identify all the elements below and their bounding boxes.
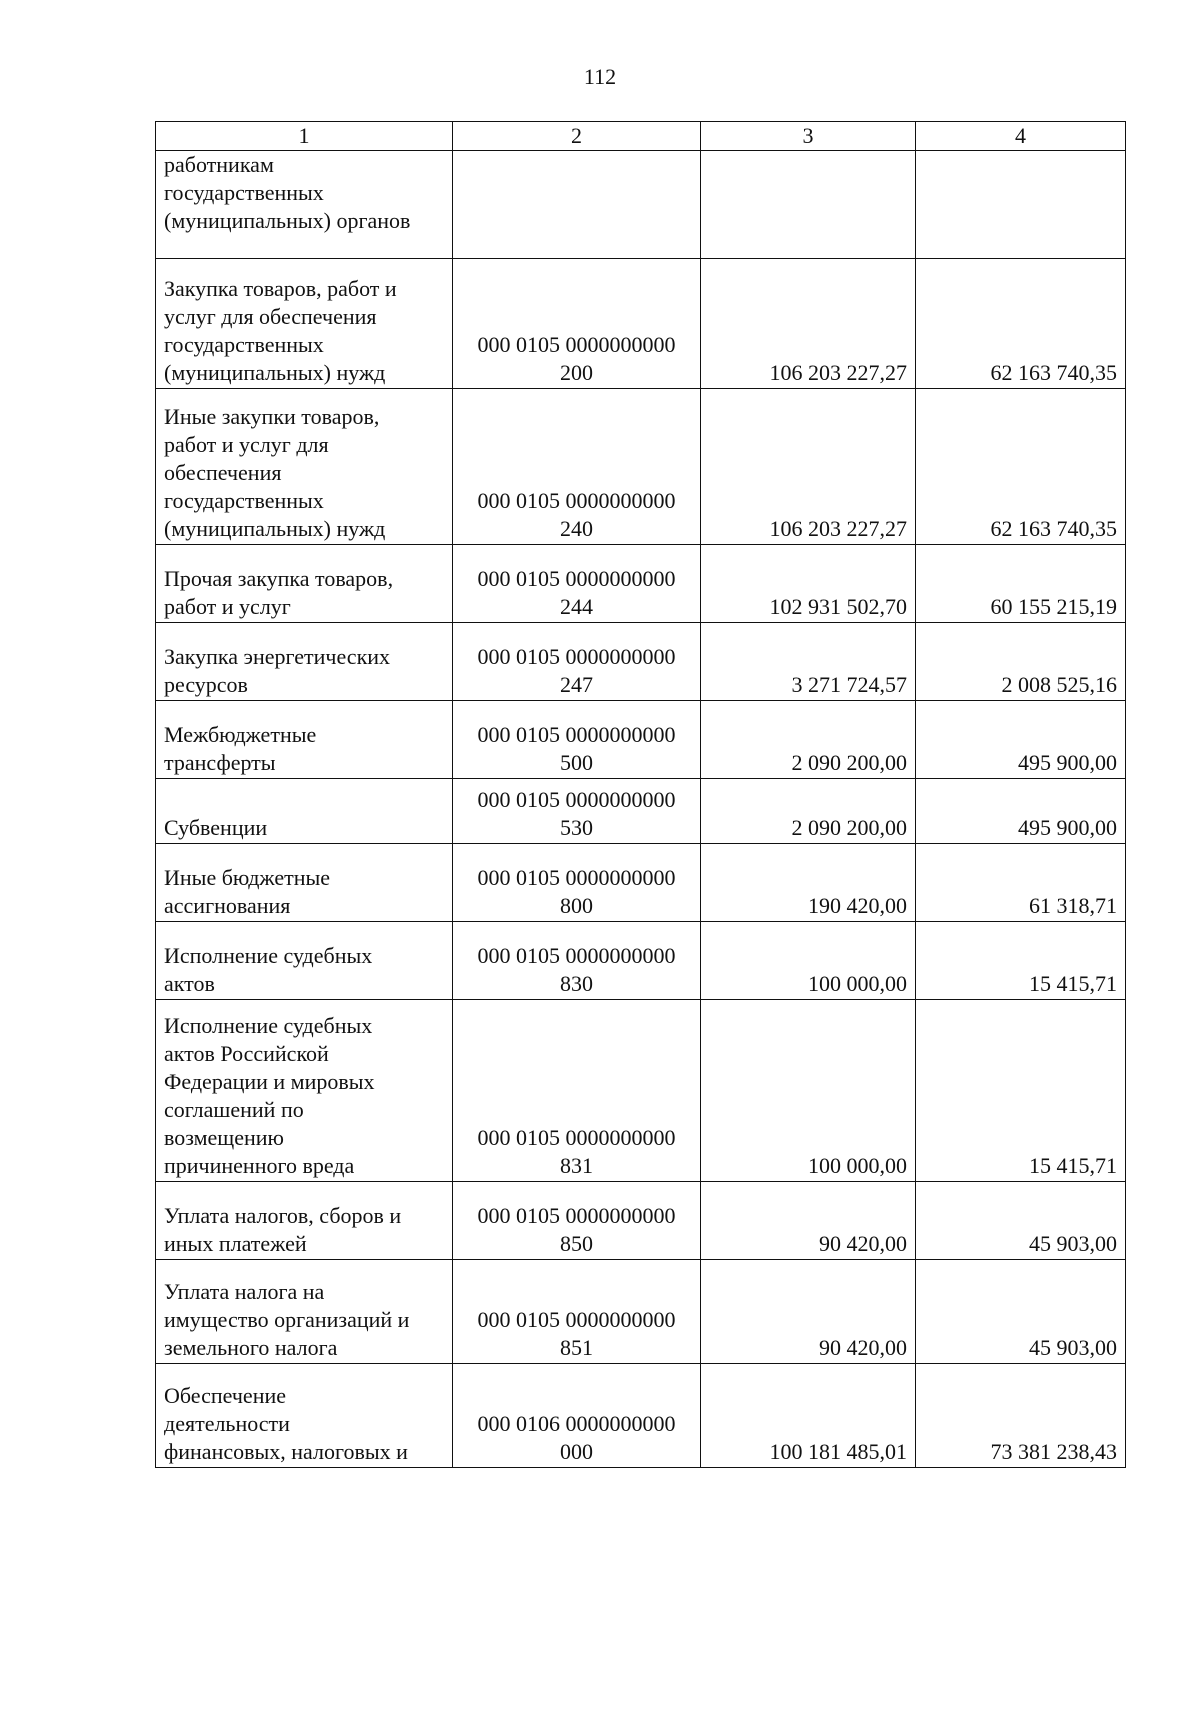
row-code-line: 244 <box>560 594 593 619</box>
row-code-line: 000 0105 0000000000 <box>477 722 676 747</box>
column-header-1: 1 <box>156 122 453 151</box>
row-name-line: Федерации и мировых <box>164 1069 375 1094</box>
row-code-line: 500 <box>560 750 593 775</box>
row-value-col3: 3 271 724,57 <box>701 623 916 701</box>
row-name-line: возмещению <box>164 1125 284 1150</box>
row-name-line: Закупка товаров, работ и <box>164 276 397 301</box>
row-code-cell <box>453 623 701 701</box>
row-name-cell <box>156 1182 453 1260</box>
row-value-col4: 495 900,00 <box>916 779 1126 844</box>
row-value-col4: 2 008 525,16 <box>916 623 1126 701</box>
row-code-line: 000 0105 0000000000 <box>477 566 676 591</box>
row-code-line: 850 <box>560 1231 593 1256</box>
row-code-cell <box>453 1000 701 1182</box>
row-value-col3: 106 203 227,27 <box>701 259 916 389</box>
row-code-line: 000 0105 0000000000 <box>477 865 676 890</box>
row-code-line: 000 0105 0000000000 <box>477 1307 676 1332</box>
row-value-col3: 102 931 502,70 <box>701 545 916 623</box>
table-row <box>156 545 1126 623</box>
page-number: 112 <box>583 64 617 89</box>
row-value-col4: 495 900,00 <box>916 701 1126 779</box>
row-value-col3: 100 000,00 <box>701 1000 916 1182</box>
row-name-cell <box>156 151 453 259</box>
row-value-col4: 60 155 215,19 <box>916 545 1126 623</box>
row-name-line: услуг для обеспечения <box>164 304 377 329</box>
column-header-3: 3 <box>701 122 916 151</box>
row-value-col4: 45 903,00 <box>916 1182 1126 1260</box>
row-code-cell <box>453 389 701 545</box>
row-name-line: Закупка энергетических <box>164 644 391 669</box>
row-code-cell <box>453 1260 701 1364</box>
row-value-col3: 2 090 200,00 <box>701 701 916 779</box>
row-code-line: 830 <box>560 971 593 996</box>
row-name-cell <box>156 844 453 922</box>
row-code-cell <box>453 259 701 389</box>
row-value-col4: 62 163 740,35 <box>916 389 1126 545</box>
row-name-line: Уплата налога на <box>164 1279 325 1304</box>
row-name-line: Прочая закупка товаров, <box>164 566 394 591</box>
row-name-line: иных платежей <box>164 1231 307 1256</box>
row-name-line: Иные закупки товаров, <box>164 404 380 429</box>
row-name-line: Уплата налогов, сборов и <box>164 1203 402 1228</box>
table-row <box>156 1182 1126 1260</box>
row-code-line: 530 <box>560 815 593 840</box>
row-value-col3: 106 203 227,27 <box>701 389 916 545</box>
row-name-line: актов <box>164 971 215 996</box>
row-code-line: 000 <box>560 1439 593 1464</box>
table-row <box>156 1000 1126 1182</box>
row-name-cell <box>156 1000 453 1182</box>
row-value-col3: 190 420,00 <box>701 844 916 922</box>
row-value-col3: 90 420,00 <box>701 1260 916 1364</box>
table-row <box>156 389 1126 545</box>
row-value-col4: 61 318,71 <box>916 844 1126 922</box>
row-name-line: Субвенции <box>164 815 268 840</box>
row-name-line: государственных <box>164 488 324 513</box>
table-row <box>156 259 1126 389</box>
budget-table-body <box>156 122 1126 1468</box>
row-code-cell <box>453 1182 701 1260</box>
row-name-line: деятельности <box>164 1411 290 1436</box>
row-name-line: обеспечения <box>164 460 282 485</box>
row-name-line: трансферты <box>164 750 276 775</box>
row-name-line: финансовых, налоговых и <box>164 1439 408 1464</box>
row-name-line: ассигнования <box>164 893 291 918</box>
row-code-cell <box>453 545 701 623</box>
table-row <box>156 151 1126 259</box>
budget-table <box>155 121 1126 1468</box>
row-code-line: 240 <box>560 516 593 541</box>
row-name-line: работ и услуг <box>164 594 291 619</box>
row-name-cell <box>156 779 453 844</box>
row-name-line: (муниципальных) нужд <box>164 360 386 385</box>
row-name-cell <box>156 1260 453 1364</box>
row-code-line: 000 0105 0000000000 <box>477 1203 676 1228</box>
row-code-line: 247 <box>560 672 593 697</box>
row-name-cell <box>156 259 453 389</box>
row-name-line: Исполнение судебных <box>164 943 373 968</box>
column-header-4: 4 <box>916 122 1126 151</box>
table-row <box>156 1364 1126 1468</box>
row-value-col3: 2 090 200,00 <box>701 779 916 844</box>
row-value-col3: 90 420,00 <box>701 1182 916 1260</box>
row-name-cell <box>156 701 453 779</box>
row-code-cell <box>453 151 701 259</box>
row-name-line: земельного налога <box>164 1335 338 1360</box>
table-header-row <box>156 122 1126 151</box>
row-value-col4: 73 381 238,43 <box>916 1364 1126 1468</box>
row-code-line: 000 0105 0000000000 <box>477 787 676 812</box>
row-code-line: 000 0105 0000000000 <box>477 644 676 669</box>
row-name-line: Обеспечение <box>164 1383 286 1408</box>
row-name-cell <box>156 545 453 623</box>
table-row <box>156 623 1126 701</box>
row-name-cell <box>156 623 453 701</box>
row-code-line: 000 0105 0000000000 <box>477 1125 676 1150</box>
row-name-cell <box>156 389 453 545</box>
table-row <box>156 1260 1126 1364</box>
row-code-line: 000 0105 0000000000 <box>477 332 676 357</box>
column-header-2: 2 <box>453 122 701 151</box>
row-value-col4 <box>916 151 1126 259</box>
row-name-line: (муниципальных) органов <box>164 208 411 233</box>
row-name-line: государственных <box>164 332 324 357</box>
row-value-col4: 62 163 740,35 <box>916 259 1126 389</box>
row-value-col4: 15 415,71 <box>916 922 1126 1000</box>
row-name-line: соглашений по <box>164 1097 304 1122</box>
row-code-line: 000 0105 0000000000 <box>477 488 676 513</box>
row-code-cell <box>453 844 701 922</box>
table-row <box>156 701 1126 779</box>
row-code-line: 831 <box>560 1153 593 1178</box>
row-value-col4: 15 415,71 <box>916 1000 1126 1182</box>
row-name-line: ресурсов <box>164 672 248 697</box>
row-name-line: причиненного вреда <box>164 1153 355 1178</box>
row-value-col3: 100 181 485,01 <box>701 1364 916 1468</box>
table-row <box>156 922 1126 1000</box>
row-name-line: работникам <box>164 152 274 177</box>
row-value-col3: 100 000,00 <box>701 922 916 1000</box>
row-code-cell <box>453 1364 701 1468</box>
row-name-line: государственных <box>164 180 324 205</box>
row-code-cell <box>453 779 701 844</box>
row-name-line: Иные бюджетные <box>164 865 331 890</box>
row-code-line: 851 <box>560 1335 593 1360</box>
row-name-line: имущество организаций и <box>164 1307 410 1332</box>
row-code-line: 800 <box>560 893 593 918</box>
row-code-line: 000 0105 0000000000 <box>477 943 676 968</box>
row-code-line: 200 <box>560 360 593 385</box>
row-name-line: (муниципальных) нужд <box>164 516 386 541</box>
row-name-cell <box>156 922 453 1000</box>
row-value-col3 <box>701 151 916 259</box>
row-name-line: работ и услуг для <box>164 432 329 457</box>
row-code-line: 000 0106 0000000000 <box>477 1411 676 1436</box>
row-name-cell <box>156 1364 453 1468</box>
row-name-line: Межбюджетные <box>164 722 317 747</box>
row-code-cell <box>453 701 701 779</box>
row-name-line: актов Российской <box>164 1041 329 1066</box>
row-value-col4: 45 903,00 <box>916 1260 1126 1364</box>
row-name-line: Исполнение судебных <box>164 1013 373 1038</box>
table-row <box>156 844 1126 922</box>
row-code-cell <box>453 922 701 1000</box>
table-row <box>156 779 1126 844</box>
